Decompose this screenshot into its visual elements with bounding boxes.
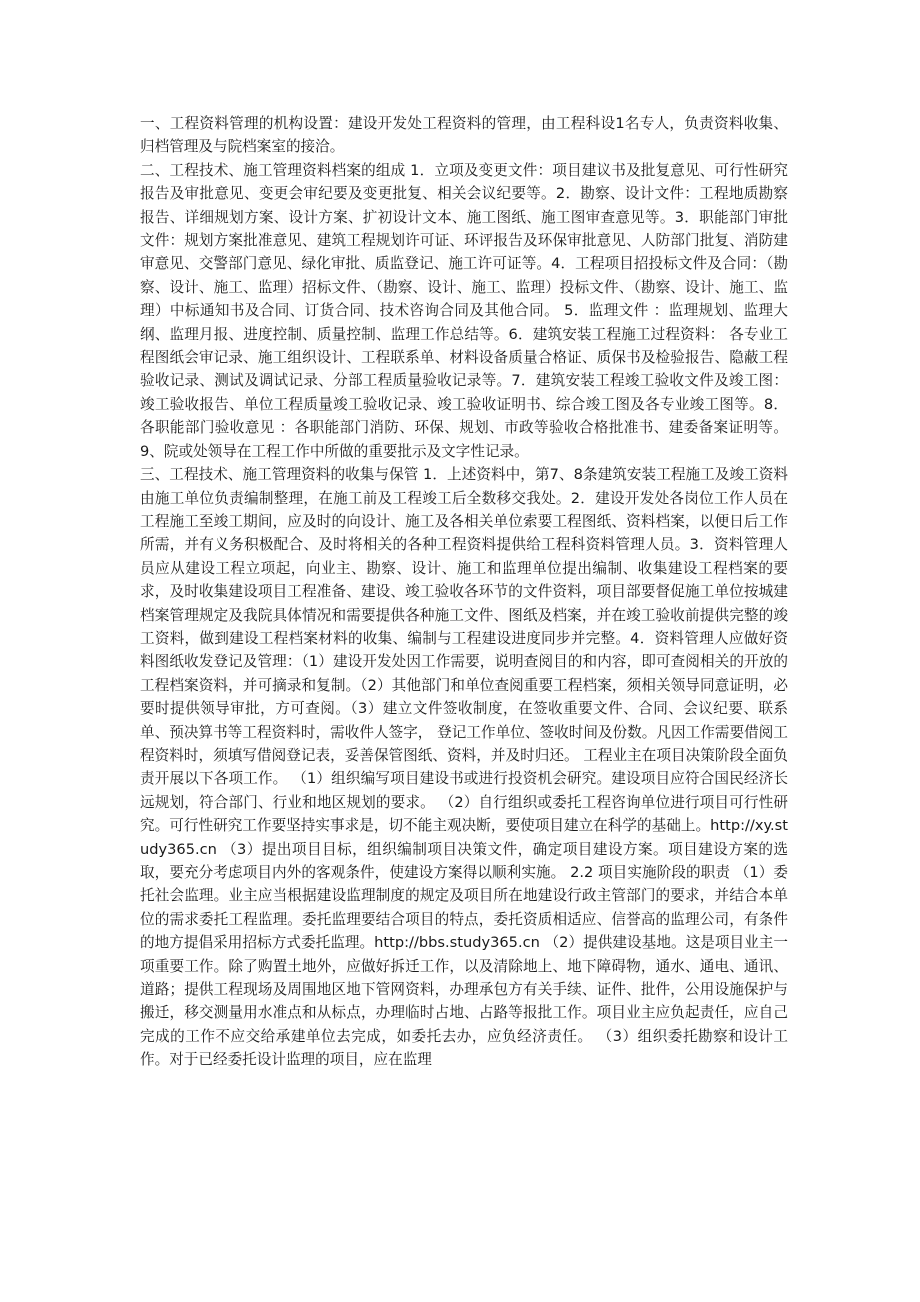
paragraph-org-setup: 一、工程资料管理的机构设置：建设开发处工程资料的管理，由工程科设1名专人，负责资料收集、归档管理及与院档案室的接洽。 — [140, 115, 788, 156]
document-body — [140, 112, 788, 1072]
paragraph-collection-storage: 三、工程技术、施工管理资料的收集与保管 1．上述资料中，第7、8条建筑安装工程施工及竣工资料由施工单位负责编制整理，在施工前及工程竣工后全数移交我处。2．建设开发处各岗位工作人员在工程施工至竣工期间，应及时的向设计、施工及各相关单位索要工程图纸、资料档案，以便日后工作所需，并有义务积极配合、及时将相关的各种工程资料提供给工程科资料管理人员。3．资料管理人员应从建设工程立项起，向业主、勘察、设计、施工和监理单位提出编制、收集建设工程档案的要求，及时收集建设项目工程准备、建设、竣工验收各环节的文件资料，项目部要督促施工单位按城建档案管理规定及我院具体情况和需要提供各种施工文件、图纸及档案，并在竣工验收前提供完整的竣工资料，做到建设工程档案材料的收集、编制与工程建设进度同步并完整。4．资料管理人应做好资料图纸收发登记及管理：（1）建设开发处因工作需要，说明查阅目的和内容，即可查阅相关的开放的工程档案资料，并可摘录和复制。（2）其他部门和单位查阅重要工程档案，须相关领导同意证明，必要时提供领导审批，方可查阅。（3）建立文件签收制度，在签收重要文件、合同、会议纪要、联系单、预决算书等工程资料时，需收件人签字， 登记工作单位、签收时间及份数。凡因工作需要借阅工程资料时，须填写借阅登记表，妥善保管图纸、资料，并及时归还。 工程业主在项目决策阶段全面负责开展以下各项工作。 （1）组织编写项目建设书或进行投资机会研究。建设项目应符合国民经济长远规划，符合部门、行业和地区规划的要求。 （2）自行组织或委托工程咨询单位进行项目可行性研究。可行性研究工作要坚持实事求是，切不能主观决断，要使项目建立在科学的基础上。http://xy.study365.cn （3）提出项目目标，组织编制项目决策文件，确定项目建设方案。项目建设方案的选取，要充分考虑项目内外的客观条件，使建设方案得以顺利实施。 2.2 项目实施阶段的职责 （1）委托社会监理。业主应当根据建设监理制度的规定及项目所在地建设行政主管部门的要求，并结合本单位的需求委托工程监理。委托监理要结合项目的特点，委托资质相适应、信誉高的监理公司，有条件的地方提倡采用招标方式委托监理。http://bbs.study365.cn （2）提供建设基地。这是项目业主一项重要工作。除了购置土地外，应做好拆迁工作，以及清除地上、地下障碍物，通水、通电、通讯、道路；提供工程现场及周围地区地下管网资料，办理承包方有关手续、证件、批件，公用设施保护与搬迁，移交测量用水准点和从标点，办理临时占地、占路等报批工作。项目业主应负起责任，应自己完成的工作不应交给承建单位去完成，如委托去办，应负经济责任。 （3）组织委托勘察和设计工作。对于已经委托设计监理的项目，应在监理 — [140, 466, 788, 1069]
paragraph-archive-composition: 二、工程技术、施工管理资料档案的组成 1．立项及变更文件：项目建议书及批复意见、可行性研究报告及审批意见、变更会审纪要及变更批复、相关会议纪要等。2．勘察、设计文件：工程地质勘察报告、详细规划方案、设计方案、扩初设计文本、施工图纸、施工图审查意见等。3．职能部门审批文件：规划方案批准意见、建筑工程规划许可证、环评报告及环保审批意见、人防部门批复、消防建审意见、交警部门意见、绿化审批、质监登记、施工许可证等。4．工程项目招投标文件及合同：（勘察、设计、施工、监理）招标文件、（勘察、设计、施工、监理）投标文件、（勘察、设计、施工、监理）中标通知书及合同、订货合同、技术咨询合同及其他合同。 5．监理文件 ：监理规划、监理大纲、监理月报、进度控制、质量控制、监理工作总结等。6．建筑安装工程施工过程资料： 各专业工程图纸会审记录、施工组织设计、工程联系单、材料设备质量合格证、质保书及检验报告、隐蔽工程验收记录、测试及调试记录、分部工程质量验收记录等。7．建筑安装工程竣工验收文件及竣工图：竣工验收报告、单位工程质量竣工验收记录、竣工验收证明书、综合竣工图及各专业竣工图等。8．各职能部门验收意见 ：各职能部门消防、环保、规划、市政等验收合格批准书、建委备案证明等。9、院或处领导在工程工作中所做的重要批示及文字性记录。 — [140, 161, 788, 460]
